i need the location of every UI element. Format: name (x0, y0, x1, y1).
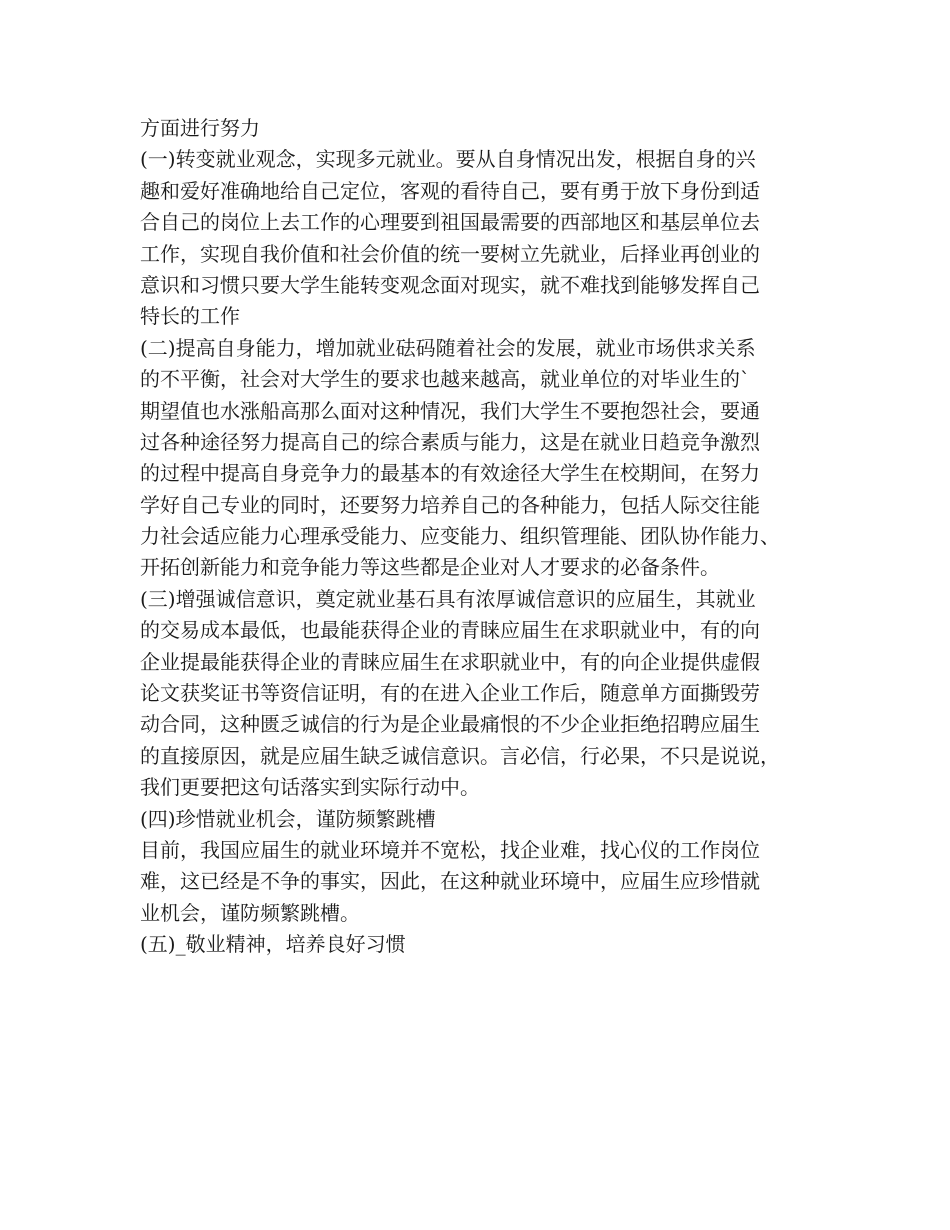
text-line: 力社会适应能力心理承受能力、应变能力、组织管理能、团队协作能力、 (140, 524, 780, 549)
text-line: 趣和爱好准确地给自己定位，客观的看待自己，要有勇于放下身份到适 (140, 178, 760, 203)
text-line: 工作，实现自我价值和社会价值的统一要树立先就业，后择业再创业的 (140, 241, 760, 266)
text-line: (五)_敬业精神，培养良好习惯 (140, 932, 406, 957)
text-line: (三)增强诚信意识，奠定就业基石具有浓厚诚信意识的应届生，其就业 (140, 586, 756, 611)
text-line: 的交易成本最低，也最能获得企业的青睐应届生在求职就业中，有的向 (140, 618, 760, 643)
text-line: 的不平衡，社会对大学生的要求也越来越高，就业单位的对毕业生的` (140, 367, 750, 392)
text-line: 难，这已经是不争的事实，因此，在这种就业环境中，应届生应珍惜就 (140, 869, 760, 894)
text-line: 企业提最能获得企业的青睐应届生在求职就业中，有的向企业提供虚假 (140, 649, 760, 674)
text-line: 目前，我国应届生的就业环境并不宽松，找企业难，找心仪的工作岗位 (140, 837, 760, 862)
document-body (140, 113, 840, 961)
text-line: 方面进行努力 (140, 116, 260, 140)
text-line: 意识和习惯只要大学生能转变观念面对现实，就不难找到能够发挥自己 (140, 272, 760, 297)
text-line: (一)转变就业观念，实现多元就业。要从自身情况出发，根据自身的兴 (140, 147, 756, 172)
text-line: 特长的工作 (140, 304, 240, 329)
text-line: (四)珍惜就业机会，谨防频繁跳槽 (140, 806, 436, 831)
text-line: 期望值也水涨船高那么面对这种情况，我们大学生不要抱怨社会，要通 (140, 398, 760, 423)
text-line: 过各种途径努力提高自己的综合素质与能力，这是在就业日趋竞争激烈 (140, 429, 760, 454)
text-line: (二)提高自身能力，增加就业砝码随着社会的发展，就业市场供求关系 (140, 335, 756, 360)
text-line: 论文获奖证书等资信证明，有的在进入企业工作后，随意单方面撕毁劳 (140, 681, 760, 706)
text-line: 的过程中提高自身竞争力的最基本的有效途径大学生在校期间，在努力 (140, 461, 760, 486)
text-line: 我们更要把这句话落实到实际行动中。 (140, 775, 480, 800)
text-line: 业机会，谨防频繁跳槽。 (140, 900, 360, 925)
text-line: 的直接原因，就是应届生缺乏诚信意识。言必信，行必果，不只是说说， (140, 743, 780, 768)
text-line: 合自己的岗位上去工作的心理要到祖国最需要的西部地区和基层单位去 (140, 210, 760, 235)
text-line: 学好自己专业的同时，还要努力培养自己的各种能力，包括人际交往能 (140, 492, 760, 517)
text-line: 动合同，这种匮乏诚信的行为是企业最痛恨的不少企业拒绝招聘应届生 (140, 712, 760, 737)
text-line: 开拓创新能力和竞争能力等这些都是企业对人才要求的必备条件。 (140, 555, 720, 580)
